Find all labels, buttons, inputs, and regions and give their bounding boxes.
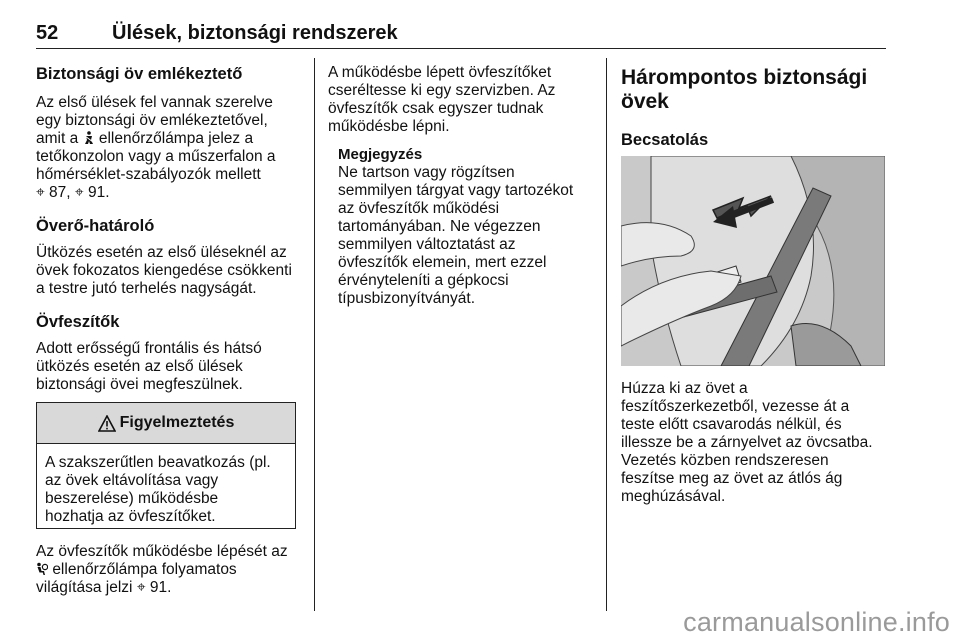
text-line: tetőkonzolon vagy a műszerfalon a bbox=[36, 148, 276, 165]
warning-title: Figyelmeztetés bbox=[119, 414, 235, 431]
text-line: Adott erősségű frontális és hátsó bbox=[36, 340, 262, 357]
text-line: típusbizonyítványát. bbox=[338, 290, 475, 307]
warning-body bbox=[37, 444, 295, 526]
illustration-drawing bbox=[621, 156, 885, 366]
text-line: övfeszítők csak egyszer tudnak bbox=[328, 100, 544, 117]
text-line: illessze be a zárnyelvet az övcsatba. bbox=[621, 434, 873, 451]
text-line: Ütközés esetén az első üléseknél az bbox=[36, 244, 287, 261]
text-fragment: ellenőrzőlámpa folyamatos bbox=[52, 561, 237, 578]
text-line bbox=[36, 184, 306, 202]
text-line: ütközés esetén az első ülések bbox=[36, 358, 243, 375]
text-line bbox=[36, 579, 306, 597]
section-title-line1: Hárompontos biztonsági bbox=[621, 66, 868, 89]
section-heading-load-limiter: Överő-határoló bbox=[36, 217, 155, 235]
text-line: meghúzásával. bbox=[621, 488, 726, 505]
text-line: működésbe lépni. bbox=[328, 118, 450, 135]
subsection-heading-buckling: Becsatolás bbox=[621, 131, 709, 149]
chapter-title: Ülések, biztonsági rendszerek bbox=[112, 22, 398, 44]
page-ref-arrow-icon: ⌖ bbox=[136, 579, 146, 596]
text-fragment: amit a bbox=[36, 130, 79, 147]
text-line: hőmérséklet-szabályozók mellett bbox=[36, 166, 261, 183]
column-3-body bbox=[621, 380, 896, 506]
column-divider-1 bbox=[314, 58, 315, 611]
text-line bbox=[36, 561, 306, 579]
text-line: beszerelése) működésbe bbox=[45, 490, 219, 507]
seatbelt-buckling-illustration bbox=[621, 156, 885, 366]
text-line: cseréltesse ki egy szervizben. Az bbox=[328, 82, 556, 99]
text-line: érvényteleníti a gépkocsi bbox=[338, 272, 509, 289]
watermark: carmanualsonline.info bbox=[683, 607, 950, 637]
text-fragment: ellenőrzőlámpa jelez a bbox=[98, 130, 254, 147]
text-line bbox=[36, 130, 306, 148]
page-reference[interactable]: 87, bbox=[49, 184, 71, 201]
text-line: feszítse meg az övet az átlós ág bbox=[621, 470, 843, 487]
text-line: övfeszítők elemein, mert ezzel bbox=[338, 254, 547, 271]
text-line: feszítőszerkezetből, vezesse át a bbox=[621, 398, 850, 415]
column-1 bbox=[36, 64, 306, 394]
column-divider-2 bbox=[606, 58, 607, 611]
warning-box bbox=[36, 402, 296, 529]
warning-triangle-icon bbox=[98, 415, 116, 432]
text-line: semmilyen tárgyat vagy tartozékot bbox=[338, 182, 574, 199]
section-heading-pretensioners: Övfeszítők bbox=[36, 313, 120, 331]
text-line: biztonsági övei megfeszülnek. bbox=[36, 376, 243, 393]
section-heading-seatbelt-reminder: Biztonsági öv emlékeztető bbox=[36, 65, 243, 83]
text-line: övek fokozatos kiengedése csökkenti bbox=[36, 262, 292, 279]
column-3 bbox=[621, 66, 891, 150]
page-ref-arrow-icon: ⌖ bbox=[74, 184, 84, 201]
page-reference[interactable]: 91. bbox=[149, 579, 172, 596]
text-line: hozhatja az övfeszítőket. bbox=[45, 508, 216, 525]
text-line: a testre jutó terhelés nagyságát. bbox=[36, 280, 257, 297]
text-line: teste előtt csavarodás nélkül, és bbox=[621, 416, 842, 433]
note-block bbox=[328, 146, 598, 308]
text-line: Az övfeszítők működésbe lépését az bbox=[36, 543, 288, 560]
seatbelt-warning-icon bbox=[83, 131, 95, 145]
text-line: A működésbe lépett övfeszítőket bbox=[328, 64, 552, 81]
text-line: Vezetés közben rendszeresen bbox=[621, 452, 829, 469]
text-line: Húzza ki az övet a bbox=[621, 380, 748, 397]
header-rule bbox=[36, 48, 886, 49]
airbag-warning-icon bbox=[36, 562, 48, 576]
text-line: az övek eltávolítása vagy bbox=[45, 472, 219, 489]
text-line: Az első ülések fel vannak szerelve bbox=[36, 94, 273, 111]
text-line: az övfeszítők működési bbox=[338, 200, 500, 217]
text-line: semmilyen változtatást az bbox=[338, 236, 516, 253]
text-line: A szakszerűtlen beavatkozás (pl. bbox=[45, 454, 271, 471]
section-title-line2: övek bbox=[621, 90, 669, 113]
note-heading: Megjegyzés bbox=[338, 146, 423, 163]
text-fragment: világítása jelzi bbox=[36, 579, 133, 596]
page-number: 52 bbox=[36, 22, 59, 44]
column-1-tail bbox=[36, 543, 306, 597]
page-reference[interactable]: 91. bbox=[87, 184, 110, 201]
text-line: egy biztonsági öv emlékeztetővel, bbox=[36, 112, 268, 129]
warning-header bbox=[37, 403, 295, 444]
text-line: tartományában. Ne végezzen bbox=[338, 218, 541, 235]
page-ref-arrow-icon: ⌖ bbox=[36, 184, 45, 201]
text-line: Ne tartson vagy rögzítsen bbox=[338, 164, 515, 181]
column-2 bbox=[328, 64, 598, 308]
